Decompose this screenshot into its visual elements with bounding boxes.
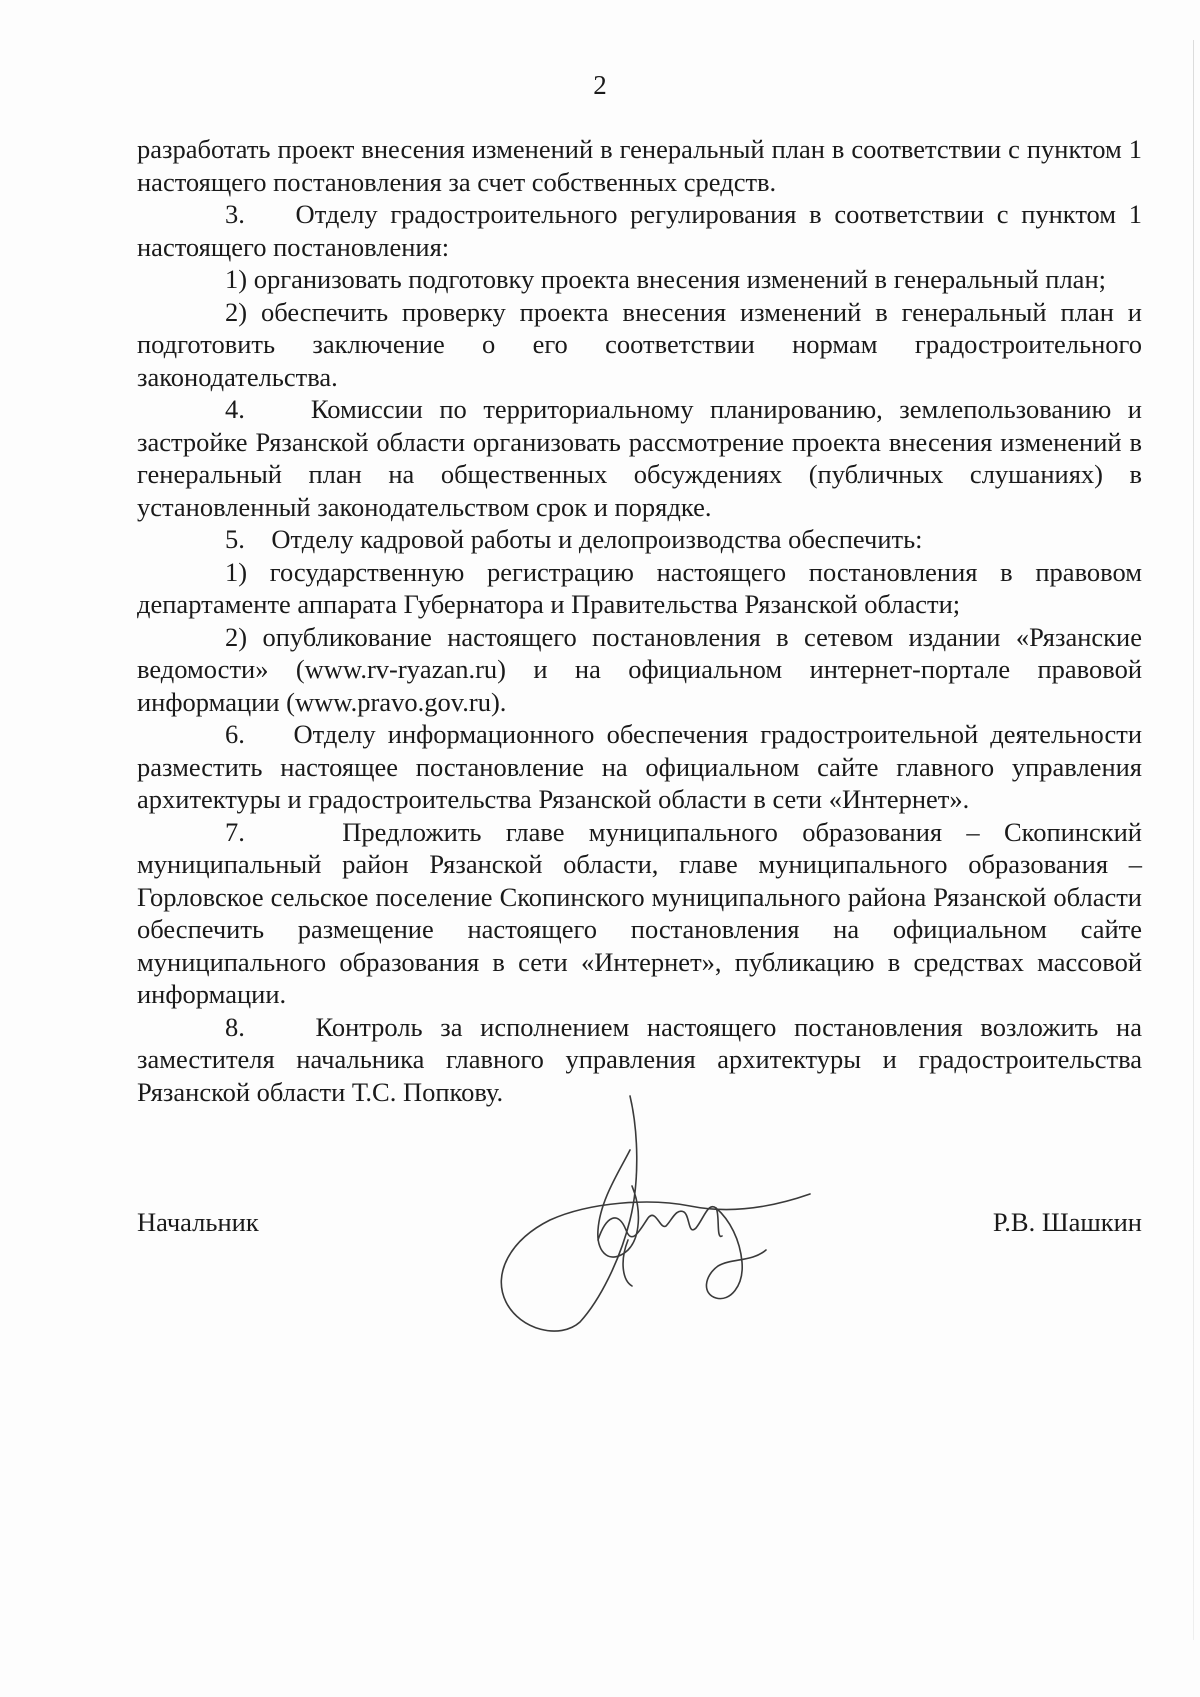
paragraph-continuation: разработать проект внесения изменений в генеральный план в соответствии с пунктом 1 настоящего постановления за счет собственных средств. <box>137 134 1142 197</box>
scan-edge-line <box>1193 40 1194 1640</box>
signatory-name: Р.В. Шашкин <box>992 1207 1142 1237</box>
paragraph-item-5: 5. Отделу кадровой работы и делопроизводства обеспечить: <box>225 524 923 554</box>
paragraph-item-4: 4. Комиссии по территориальному планированию, землепользованию и застройке Рязанской области организовать рассмотрение проекта внесения изменений в генеральный план на общественных обсуждениях (публичных слушаниях) в установленный законодательством срок и порядке. <box>137 394 1142 522</box>
document-body <box>137 133 1142 1108</box>
page-number: 2 <box>593 70 607 100</box>
paragraph-item-3-2: 2) обеспечить проверку проекта внесения изменений в генеральный план и подготовить заключение о его соответствии нормам градостроительного законодательства. <box>137 296 1142 392</box>
paragraph-item-5-1: 1) государственную регистрацию настоящего постановления в правовом департаменте аппарата Губернатора и Правительства Рязанской области; <box>137 556 1142 619</box>
paragraph-item-6: 6. Отделу информационного обеспечения градостроительной деятельности разместить настоящее постановление на официальном сайте главного управления архитектуры и градостроительства Рязанской области в сети «Интернет». <box>137 719 1142 814</box>
paragraph-item-3: 3. Отделу градостроительного регулирования в соответствии с пунктом 1 настоящего постановления: <box>137 199 1142 262</box>
signature-block <box>137 1207 1142 1247</box>
paragraph-item-3-1: 1) организовать подготовку проекта внесения изменений в генеральный план; <box>225 264 1106 294</box>
paragraph-item-8: 8. Контроль за исполнением настоящего постановления возложить на заместителя начальника главного управления архитектуры и градостроительства Рязанской области Т.С. Попкову. <box>137 1011 1142 1107</box>
paragraph-item-5-2: 2) опубликование настоящего постановления в сетевом издании «Рязанские ведомости» (www.rv-ryazan.ru) и на официальном интернет-портале правовой информации (www.pravo.gov.ru). <box>137 621 1142 717</box>
paragraph-item-7: 7. Предложить главе муниципального образования – Скопинский муниципальный район Рязанской области, главе муниципального образования – Горловское сельское поселение Скопинского муниципального района Рязанской области обеспечить размещение настоящего постановления на официальном сайте муниципального образования в сети «Интернет», публикацию в средствах массовой информации. <box>137 816 1142 1009</box>
signatory-title: Начальник <box>137 1207 259 1237</box>
